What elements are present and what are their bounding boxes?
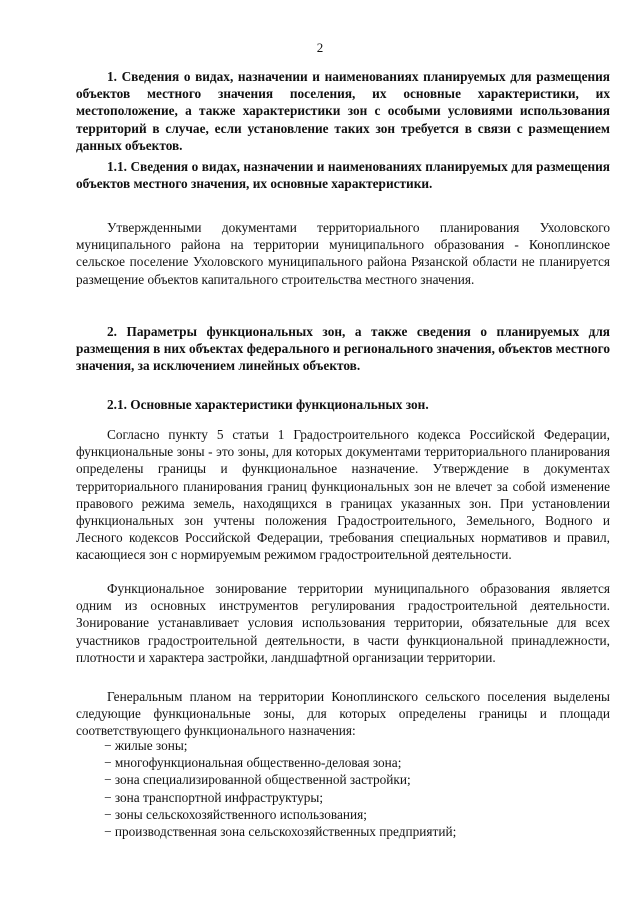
list-item: − зона специализированной общественной застройки; xyxy=(104,772,411,788)
list-item: − многофункциональная общественно-деловая зона; xyxy=(104,755,402,771)
section11-text: Утвержденными документами территориального планирования Ухоловского муниципального района на территории муниципального образования - Коноплинское сельское поселение Ухоловского муниципального района Рязанской области не планируется размещение объектов капитального строительства местного значения. xyxy=(76,220,610,287)
paragraph-zoning-role: Функциональное зонирование территории муниципального образования является одним из основных инструментов регулирования градостроительной деятельности. Зонирование устанавливает условия использования территории, обязательные для всех участников градостроительной деятельности, в части функциональной принадлежности, плотности и характера застройки, ландшафтной организации территории. xyxy=(76,581,610,665)
list-item: − зона транспортной инфраструктуры; xyxy=(104,789,324,805)
paragraph-general-plan: Генеральным планом на территории Коноплинского сельского поселения выделены следующие функциональные зоны, для которых определены границы и площади соответствующего функционального назначения: xyxy=(76,689,610,739)
section1-heading: 1. Сведения о видах, назначении и наименованиях планируемых для размещения объектов местного значения поселения, их основные характеристики, их местоположение, а также характеристики зон с особыми условиями использования территорий в случае, если установление таких зон требуется в связи с размещением данных объектов. xyxy=(76,69,610,153)
list-item: − зоны сельскохозяйственного использования; xyxy=(104,806,367,822)
section2-heading: 2. Параметры функциональных зон, а также сведения о планируемых для размещения в них объектах федерального и регионального значения, объектов местного значения, за исключением линейных объектов. xyxy=(76,324,610,374)
list-item: − производственная зона сельскохозяйственных предприятий; xyxy=(104,824,457,840)
zones-list xyxy=(76,737,610,840)
list-item: − жилые зоны; xyxy=(104,738,188,753)
section11-heading: 1.1. Сведения о видах, назначении и наименованиях планируемых для размещения объектов местного значения, их основные характеристики. xyxy=(76,159,610,192)
paragraph-functional-zones-definition: Согласно пункту 5 статьи 1 Градостроительного кодекса Российской Федерации, функциональные зоны - это зоны, для которых документами территориального планирования определены границы и функциональное назначение. Утверждение в документах территориального планирования границ функциональных зон не влечет за собой изменение правового режима земель, находящихся в границах указанных зон. При установлении функциональных зон учтены положения Градостроительного, Земельного, Водного и Лесного кодексов Российской Федерации, требования специальных нормативов и правил, касающиеся зон с нормируемым режимом градостроительной деятельности. xyxy=(76,427,610,563)
page-number: 2 xyxy=(316,40,324,55)
section21-heading: 2.1. Основные характеристики функциональных зон. xyxy=(107,397,429,412)
